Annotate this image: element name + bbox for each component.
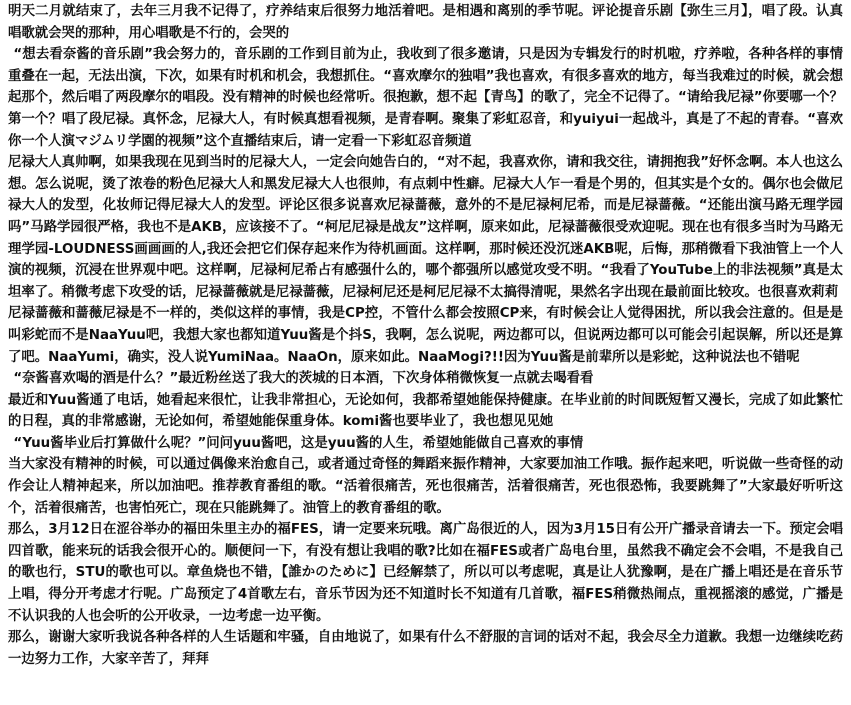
paragraph-musical: “想去看奈酱的音乐剧”我会努力的，音乐剧的工作到目前为止，我收到了很多邀请，只是因为专辑发行的时机啦，疗养啦，各种各样的事情重叠在一起，无法出演，下次，如果有时机和机会，我想抓住。“喜欢摩尔的独唱”我也喜欢，有很多喜欢的地方，每当我难过的时候，就会想起那个，然后唱了两段摩尔的唱段。没有精神的时候也经常听。很抱歉，想不起【青鸟】的歌了，完全不记得了。“请给我尼禄”你要哪一个？第一个？唱了段尼禄。真怀念，尼禄大人，有时候真想看视频，是青春啊。聚集了彩虹忍音，和yuiyui一起战斗，真是了不起的青春。“喜欢你一个人演マジムリ学園的视频”这个直播结束后，请一定看一下彩虹忍音频道 <box>8 47 843 149</box>
paragraph-yuu-graduation: “Yuu酱毕业后打算做什么呢？”问问yuu酱吧，这是yuu酱的人生，希望她能做自己喜欢的事情 <box>13 435 584 451</box>
paragraph-nero: 尼禄大人真帅啊，如果我现在见到当时的尼禄大人，一定会向她告白的，“对不起，我喜欢你，请和我交往，请拥抱我”好怀念啊。本人也这么想。怎么说呢，烫了浓卷的粉色尼禄大人和黑发尼禄大人也很帅，有点刺中性癖。尼禄大人乍一看是个男的，但其实是个女的。偶尔也会做尼禄大人的发型，化妆师记得尼禄大人的发型。评论区很多说喜欢尼禄蔷薇，意外的不是尼禄柯尼希，而是尼禄蔷薇。“还能出演马路无理学园吗”马路学园很严格，我也不是AKB，应该接不了。“柯尼尼禄是战友”这样啊，原来如此，尼禄蔷薇很受欢迎呢。现在也有很多当时为马路无理学园-LOUDNESS画画画的人,我还会把它们保存起来作为待机画面。这样啊，那时候还没沉迷AKB呢，后悔，那稍微看下我油管上一个人演的视频，沉浸在世界观中吧。这样啊，尼禄柯尼希占有感强什么的，哪个都强所以感觉攻受不明。“我看了YouTube上的非法视频”真是太坦率了。稍微考虑下攻受的话，尼禄蔷薇就是尼禄蔷薇，尼禄柯尼还是柯尼尼禄不太搞得清呢，果然名字出现在最前面比较攻。也很喜欢莉莉 <box>8 155 843 300</box>
paragraph-dance: 当大家没有精神的时候，可以通过偶像来治愈自己，或者通过奇怪的舞蹈来振作精神，大家要加油工作哦。振作起来吧，听说做一些奇怪的动作会让人精神起来，所以加油吧。推荐教育番组的歌。“活着很痛苦，死也很痛苦，活着很痛苦，死也很恐怖，我要跳舞了”大家最好听听这个，活着很痛苦，也害怕死亡，现在只能跳舞了。油管上的教育番组的歌。 <box>8 457 843 516</box>
paragraph-intro: 明天二月就结束了，去年三月我不记得了，疗养结束后很努力地活着吧。是相遇和离别的季节呢。评论提音乐剧【弥生三月】，唱了段。认真唱歌就会哭的那种，用心唱歌是不行的，会哭的 <box>8 4 843 41</box>
paragraph-yuu-call: 最近和Yuu酱通了电话，她看起来很忙，让我非常担心，无论如何，我都希望她能保持健康。在毕业前的时间既短暂又漫长，完成了如此繁忙的日程，真的非常感谢，无论如何，希望她能保重身体。komi酱也要毕业了，我也想见见她 <box>8 392 843 430</box>
paragraph-sake: “奈酱喜欢喝的酒是什么？”最近粉丝送了我大的茨城的日本酒，下次身体稍微恢复一点就去喝看看 <box>13 371 594 387</box>
paragraph-cp: 尼禄蔷薇和蔷薇尼禄是不一样的，类似这样的事情，我是CP控，不管什么都会按照CP来，有时候会让人觉得困扰，所以我会注意的。但是是叫彩蛇而不是NaaYuu吧，我想大家也都知道Yuu酱是个抖S，我啊，怎么说呢，两边都可以，但说两边都可以可能会引起误解，所以还是算了吧。NaaYumi，确实，没人说YumiNaa。NaaOn，原来如此。NaaMogi?!!因为Yuu酱是前辈所以是彩蛇，这种说法也不错呢 <box>8 306 843 365</box>
paragraph-fes: 那么，3月12日在涩谷举办的福田朱里主办的福FES，请一定要来玩哦。离广岛很近的人，因为3月15日有公开广播录音请去一下。预定会唱四首歌，能来玩的话我会很开心的。顺便问一下，有没有想让我唱的歌?比如在福FES或者广岛电台里，虽然我不确定会不会唱，不是我自己的歌也行，STU的歌也可以。章鱼烧也不错，【誰かのために】已经解禁了，所以可以考虑呢，真是让人犹豫啊，是在广播上唱还是在音乐节上唱，得分开考虑才行呢。广岛预定了4首歌左右，音乐节因为还不知道时长不知道有几首歌，福FES稍微热闹点，重视摇滚的感觉，广播是不认识我的人也会听的公开收录，一边考虑一边平衡。 <box>8 522 843 624</box>
paragraph-closing: 那么，谢谢大家听我说各种各样的人生话题和牢骚，自由地说了，如果有什么不舒服的言词的话对不起，我会尽全力道歉。我想一边继续吃药一边努力工作，大家辛苦了，拜拜 <box>8 630 843 667</box>
